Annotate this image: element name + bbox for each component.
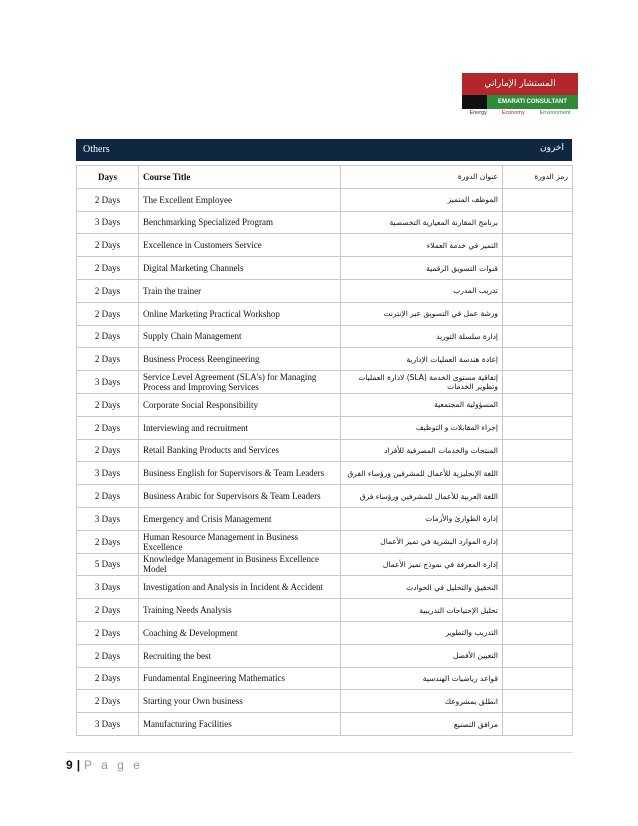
course-days: 2 Days bbox=[77, 393, 139, 416]
course-title: Supply Chain Management bbox=[139, 325, 341, 348]
page-number: 9 bbox=[66, 758, 73, 772]
course-title: The Excellent Employee bbox=[139, 188, 341, 211]
course-arabic-title: إدارة سلسلة التوريد bbox=[341, 325, 503, 348]
table-row bbox=[77, 485, 573, 508]
course-days: 3 Days bbox=[77, 576, 139, 599]
table-row bbox=[77, 644, 573, 667]
course-arabic-title: اللغة الإنجليزية للأعمال للمشرفين ورؤساء الفرق bbox=[341, 462, 503, 485]
course-title: Business Arabic for Supervisors & Team Leaders bbox=[139, 485, 341, 508]
course-code bbox=[503, 462, 573, 485]
section-title-english: Others bbox=[83, 144, 110, 155]
course-arabic-title: انطلق بمشروعك bbox=[341, 690, 503, 713]
course-arabic-title: التدريب والتطوير bbox=[341, 621, 503, 644]
course-code bbox=[503, 188, 573, 211]
course-title: Recruiting the best bbox=[139, 644, 341, 667]
footer-separator: | bbox=[76, 758, 81, 772]
table-row bbox=[77, 302, 573, 325]
course-arabic-title: إدارة المعرفة في نموذج تميز الأعمال bbox=[341, 553, 503, 576]
header-course-title: Course Title bbox=[139, 166, 341, 189]
course-title: Knowledge Management in Business Excellence Model bbox=[139, 553, 341, 576]
table-row bbox=[77, 393, 573, 416]
course-title: Training Needs Analysis bbox=[139, 599, 341, 622]
course-arabic-title: التحقيق والتحليل في الحوادث bbox=[341, 576, 503, 599]
header-arabic-title: عنوان الدورة bbox=[341, 166, 503, 189]
logo-tag-economy: Economy bbox=[501, 110, 525, 116]
course-title: Starting your Own business bbox=[139, 690, 341, 713]
course-title: Interviewing and recruitment bbox=[139, 416, 341, 439]
course-code bbox=[503, 325, 573, 348]
course-days: 2 Days bbox=[77, 325, 139, 348]
table-row bbox=[77, 553, 573, 576]
course-code bbox=[503, 234, 573, 257]
course-arabic-title: إتفاقية مستوى الخدمة (SLA) لادارة العمليات وتطوير الخدمات bbox=[341, 371, 503, 394]
table-row bbox=[77, 621, 573, 644]
course-arabic-title: قواعد رياضيات الهندسية bbox=[341, 667, 503, 690]
table-row bbox=[77, 690, 573, 713]
course-title: Excellence in Customers Service bbox=[139, 234, 341, 257]
course-code bbox=[503, 553, 573, 576]
course-arabic-title: إدارة الطوارئ والأزمات bbox=[341, 507, 503, 530]
course-code bbox=[503, 507, 573, 530]
course-days: 2 Days bbox=[77, 302, 139, 325]
course-arabic-title: مرافق التصنيع bbox=[341, 713, 503, 736]
table-row bbox=[77, 416, 573, 439]
course-arabic-title: برنامج المقارنة المعيارية التخصصية bbox=[341, 211, 503, 234]
table-row bbox=[77, 279, 573, 302]
table-row bbox=[77, 599, 573, 622]
section-title-arabic: اخرون bbox=[540, 143, 564, 153]
page-footer bbox=[66, 758, 143, 772]
course-title: Manufacturing Facilities bbox=[139, 713, 341, 736]
table-row bbox=[77, 325, 573, 348]
course-days: 2 Days bbox=[77, 257, 139, 280]
course-arabic-title: إجراء المقابلات و التوظيف bbox=[341, 416, 503, 439]
header-days: Days bbox=[77, 166, 139, 189]
course-arabic-title: الموظف المتميز bbox=[341, 188, 503, 211]
table-row bbox=[77, 371, 573, 394]
course-days: 2 Days bbox=[77, 188, 139, 211]
course-title: Retail Banking Products and Services bbox=[139, 439, 341, 462]
course-arabic-title: تدريب المدرب bbox=[341, 279, 503, 302]
course-days: 2 Days bbox=[77, 690, 139, 713]
table-row bbox=[77, 234, 573, 257]
table-row bbox=[77, 439, 573, 462]
course-days: 2 Days bbox=[77, 439, 139, 462]
course-title: Business Process Reengineering bbox=[139, 348, 341, 371]
table-header-row bbox=[77, 166, 573, 189]
table-row bbox=[77, 188, 573, 211]
course-title: Business English for Supervisors & Team Leaders bbox=[139, 462, 341, 485]
course-code bbox=[503, 621, 573, 644]
course-title: Fundamental Engineering Mathematics bbox=[139, 667, 341, 690]
course-arabic-title: التعيين الأفضل bbox=[341, 644, 503, 667]
course-code bbox=[503, 393, 573, 416]
course-title: Benchmarking Specialized Program bbox=[139, 211, 341, 234]
course-code bbox=[503, 302, 573, 325]
logo-tag-environment: Environment bbox=[539, 110, 571, 116]
course-arabic-title: المسؤولية المجتمعية bbox=[341, 393, 503, 416]
table-row bbox=[77, 257, 573, 280]
course-title: Train the trainer bbox=[139, 279, 341, 302]
course-arabic-title: ورشة عمل في التسويق عبر الإنترنت bbox=[341, 302, 503, 325]
course-arabic-title: قنوات التسويق الرقمية bbox=[341, 257, 503, 280]
course-days: 2 Days bbox=[77, 416, 139, 439]
course-days: 5 Days bbox=[77, 553, 139, 576]
course-days: 3 Days bbox=[77, 371, 139, 394]
logo-tagline bbox=[462, 109, 578, 117]
course-days: 2 Days bbox=[77, 530, 139, 553]
course-code bbox=[503, 416, 573, 439]
course-arabic-title: إدارة الموارد البشرية في تميز الأعمال bbox=[341, 530, 503, 553]
course-title: Coaching & Development bbox=[139, 621, 341, 644]
course-title: Corporate Social Responsibility bbox=[139, 393, 341, 416]
logo-arabic-text: المستشار الإماراتي bbox=[462, 73, 578, 95]
course-arabic-title: التميز في خدمة العملاء bbox=[341, 234, 503, 257]
course-days: 2 Days bbox=[77, 279, 139, 302]
course-code bbox=[503, 667, 573, 690]
table-row bbox=[77, 348, 573, 371]
course-arabic-title: تحليل الإحتياجات التدريبية bbox=[341, 599, 503, 622]
logo-tag-energy: Energy bbox=[469, 110, 487, 116]
course-title: Emergency and Crisis Management bbox=[139, 507, 341, 530]
logo-black-block bbox=[462, 95, 487, 109]
course-code bbox=[503, 713, 573, 736]
table-row bbox=[77, 462, 573, 485]
course-title: Investigation and Analysis in Incident & Accident bbox=[139, 576, 341, 599]
table-row bbox=[77, 530, 573, 553]
footer-divider bbox=[66, 752, 572, 753]
course-days: 3 Days bbox=[77, 713, 139, 736]
course-code bbox=[503, 485, 573, 508]
course-title: Digital Marketing Channels bbox=[139, 257, 341, 280]
course-days: 3 Days bbox=[77, 211, 139, 234]
course-days: 2 Days bbox=[77, 234, 139, 257]
course-arabic-title: إعادة هندسة العمليات الإدارية bbox=[341, 348, 503, 371]
course-table bbox=[76, 165, 573, 736]
course-days: 2 Days bbox=[77, 348, 139, 371]
table-row bbox=[77, 507, 573, 530]
course-code bbox=[503, 257, 573, 280]
course-title: Service Level Agreement (SLA's) for Managing Process and Improving Services bbox=[139, 371, 341, 394]
course-days: 2 Days bbox=[77, 485, 139, 508]
course-code bbox=[503, 439, 573, 462]
course-days: 2 Days bbox=[77, 621, 139, 644]
course-code bbox=[503, 599, 573, 622]
course-title: Online Marketing Practical Workshop bbox=[139, 302, 341, 325]
page-label: P a g e bbox=[84, 758, 143, 772]
course-code bbox=[503, 211, 573, 234]
course-code bbox=[503, 348, 573, 371]
course-days: 3 Days bbox=[77, 462, 139, 485]
table-row bbox=[77, 713, 573, 736]
course-code bbox=[503, 690, 573, 713]
course-arabic-title: المنتجات والخدمات المصرفية للأفراد bbox=[341, 439, 503, 462]
course-code bbox=[503, 644, 573, 667]
course-title: Human Resource Management in Business Excellence bbox=[139, 530, 341, 553]
table-row bbox=[77, 211, 573, 234]
header-course-code: رمز الدورة bbox=[503, 166, 573, 189]
company-logo bbox=[462, 73, 578, 117]
course-days: 2 Days bbox=[77, 667, 139, 690]
course-days: 2 Days bbox=[77, 644, 139, 667]
table-row bbox=[77, 576, 573, 599]
course-days: 3 Days bbox=[77, 507, 139, 530]
course-arabic-title: اللغة العربية للأعمال للمشرفين ورؤساء فرق bbox=[341, 485, 503, 508]
course-days: 2 Days bbox=[77, 599, 139, 622]
course-code bbox=[503, 371, 573, 394]
course-code bbox=[503, 279, 573, 302]
course-code bbox=[503, 530, 573, 553]
table-row bbox=[77, 667, 573, 690]
course-code bbox=[503, 576, 573, 599]
section-banner bbox=[76, 139, 572, 161]
logo-english-text: EMARATI CONSULTANT bbox=[487, 95, 578, 109]
